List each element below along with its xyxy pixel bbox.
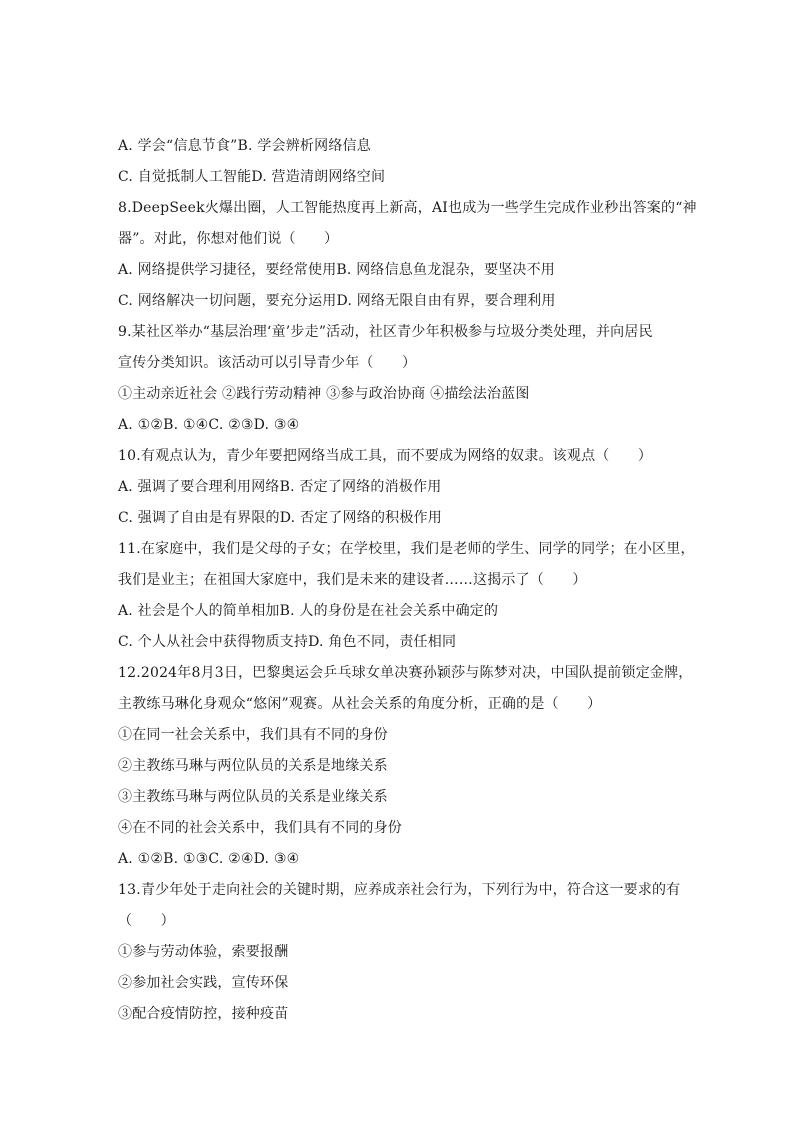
q10-stem: 10.有观点认为，青少年要把网络当成工具，而不要成为网络的奴隶。该观点（ ） <box>118 448 653 464</box>
q7-option-ab: A. 学会“信息节食”B. 学会辨析网络信息 <box>118 138 371 154</box>
q10-option-ab: A. 强调了要合理利用网络B. 否定了网络的消极作用 <box>118 479 442 495</box>
q13-stem-line-1: 13.青少年处于走向社会的关键时期，应养成亲社会行为，下列行为中，符合这一要求的有 <box>118 882 681 898</box>
q8-stem-line-2: 器”。对此，你想对他们说（ ） <box>118 231 339 247</box>
question-text-block <box>118 131 708 1030</box>
q9-statements: ①主动亲近社会 ②践行劳动精神 ③参与政治协商 ④描绘法治蓝图 <box>118 386 530 402</box>
q13-statement-3: ③配合疫情防控，接种疫苗 <box>118 1006 289 1022</box>
q12-statement-3: ③主教练马琳与两位队员的关系是业缘关系 <box>118 789 388 805</box>
q12-statement-4: ④在不同的社会关系中，我们具有不同的身份 <box>118 820 402 836</box>
q11-stem-line-1: 11.在家庭中，我们是父母的子女；在学校里，我们是老师的学生、同学的同学；在小区里， <box>118 541 695 557</box>
q12-stem-line-2: 主教练马琳化身观众“悠闲”观赛。从社会关系的角度分析，正确的是（ ） <box>118 696 602 712</box>
q12-statement-2: ②主教练马琳与两位队员的关系是地缘关系 <box>118 758 388 774</box>
q11-option-cd: C. 个人从社会中获得物质支持D. 角色不同，责任相同 <box>118 634 457 650</box>
q7-option-cd: C. 自觉抵制人工智能D. 营造清朗网络空间 <box>118 169 386 185</box>
q9-stem-line-2: 宣传分类知识。该活动可以引导青少年（ ） <box>118 355 417 371</box>
q9-stem-line-1: 9.某社区举办“基层治理‘童’步走”活动，社区青少年积极参与垃圾分类处理，并向居民 <box>118 324 653 340</box>
q8-option-ab: A. 网络提供学习捷径，要经常使用B. 网络信息鱼龙混杂，要坚决不用 <box>118 262 555 278</box>
q13-statement-2: ②参加社会实践，宣传环保 <box>118 975 289 991</box>
q13-statement-1: ①参与劳动体验，索要报酬 <box>118 944 289 960</box>
q12-stem-line-1: 12.2024年8月3日，巴黎奥运会乒乓球女单决赛孙颖莎与陈梦对决，中国队提前锁定金牌， <box>118 665 693 681</box>
q11-stem-line-2: 我们是业主；在祖国大家庭中，我们是未来的建设者……这揭示了（ ） <box>118 572 587 588</box>
q13-stem-line-2: （ ） <box>118 913 175 929</box>
q9-options: A. ①②B. ①④C. ②③D. ③④ <box>118 417 300 433</box>
q11-option-ab: A. 社会是个人的简单相加B. 人的身份是在社会关系中确定的 <box>118 603 499 619</box>
q8-stem-line-1: 8.DeepSeek火爆出圈，人工智能热度再上新高，AI也成为一些学生完成作业秒出答案的“神 <box>118 200 697 216</box>
q12-statement-1: ①在同一社会关系中，我们具有不同的身份 <box>118 727 388 743</box>
q8-option-cd: C. 网络解决一切问题，要充分运用D. 网络无限自由有界，要合理利用 <box>118 293 556 309</box>
q12-options: A. ①②B. ①③C. ②④D. ③④ <box>118 851 300 867</box>
q10-option-cd: C. 强调了自由是有界限的D. 否定了网络的积极作用 <box>118 510 442 526</box>
